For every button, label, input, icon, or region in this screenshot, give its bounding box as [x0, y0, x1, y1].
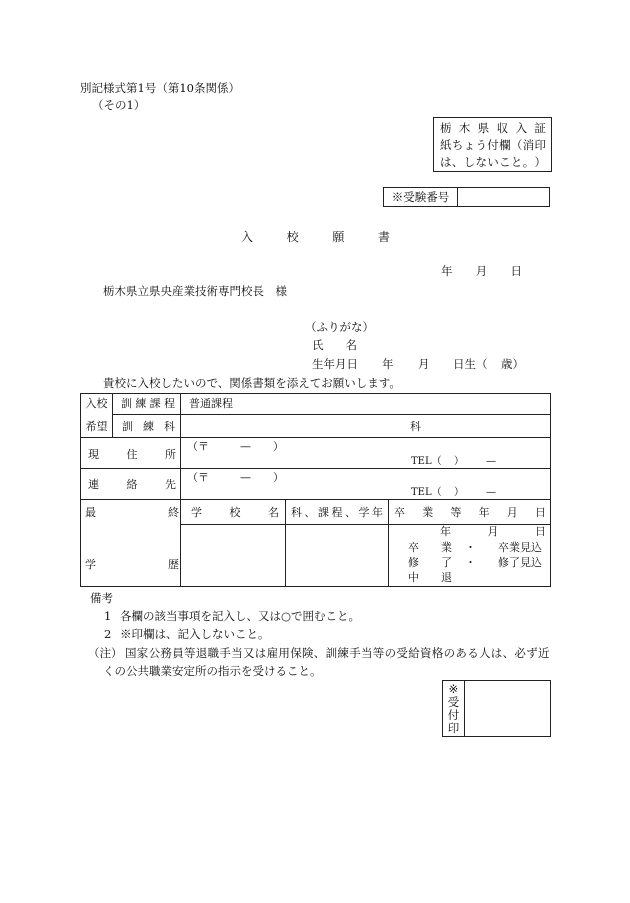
department-label [122, 420, 175, 434]
furigana-label: （ふりがな） [305, 320, 374, 334]
revenue-stamp-box [433, 117, 552, 172]
address-label-char: 住 [126, 448, 138, 461]
contact-tel-close: ） [454, 487, 464, 498]
graduation-date-label [440, 525, 546, 539]
department-label-char: 訓 [122, 420, 133, 433]
department-suffix: 科 [410, 420, 421, 433]
revenue-stamp-line2-char: 紙 [440, 138, 452, 152]
graduation-date-header-char: 卒 [394, 506, 405, 519]
contact-postal-close: ） [273, 471, 284, 484]
course-year-header-char: 学 [358, 506, 370, 519]
exam-number-label: ※受験番号 [391, 190, 450, 204]
completed-option-char: 修 [408, 556, 419, 569]
birth-label: 生年月日 [312, 357, 358, 371]
school-name-header-char: 学 [191, 506, 202, 519]
revenue-stamp-line2-char: 欄 [499, 138, 511, 152]
revenue-stamp-line3-char: し [463, 155, 476, 169]
department-label-char: 科 [164, 420, 175, 433]
desired-entry-label-top: 入校 [85, 397, 108, 410]
address-postal-close: ） [273, 440, 284, 453]
revenue-stamp-line1-char: 栃 [440, 121, 452, 135]
graduated-option-char: 業 [441, 541, 452, 554]
address-label-char: 所 [165, 448, 176, 461]
revenue-stamp-line1-char: 収 [496, 121, 509, 135]
exam-number-value-cell [458, 188, 549, 206]
contact-tel-open: TEL（ [411, 487, 442, 498]
course-value-cell [181, 393, 551, 415]
age-label: 歳） [501, 357, 524, 371]
contact-label-char: 絡 [126, 478, 138, 491]
exam-number-label-cell [384, 188, 458, 206]
addressee: 栃木県立県央産業技術専門校長 様 [103, 284, 287, 298]
graduated-option-char: 卒 [408, 541, 419, 554]
contact-postal-dash: — [240, 471, 251, 484]
application-date [441, 264, 522, 278]
note-2-number: 2 [104, 627, 112, 641]
revenue-stamp-line3-char: と [510, 155, 523, 169]
course-year-header [291, 506, 383, 520]
revenue-stamp-line1 [440, 121, 546, 135]
graduation-date-header-cell [389, 500, 551, 525]
course-year-header-char: 程 [331, 506, 343, 519]
desired-entry-label-cell [80, 393, 113, 438]
expected-completion-option: 修了見込 [498, 556, 542, 569]
graduation-date-header-char: 等 [450, 506, 462, 519]
name-label-char: 氏 [312, 338, 324, 352]
course-label-char: 練 [135, 397, 147, 410]
form-reference: 別記様式第1号（第10条関係） [80, 81, 240, 95]
reception-stamp-label-char: 印 [447, 721, 460, 735]
course-label-char: 程 [163, 397, 175, 410]
reception-stamp-box [442, 680, 551, 737]
reception-stamp-label [443, 681, 465, 736]
graduated-option [408, 541, 452, 555]
department-label-char: 練 [143, 420, 154, 433]
note-2-text: ※印欄は、記入しないこと。 [120, 627, 270, 641]
course-label [121, 397, 175, 411]
application-date-char: 日 [510, 264, 522, 278]
contact-label [88, 478, 176, 492]
education-history-label-top [85, 506, 179, 520]
reception-stamp-label-char: 付 [447, 708, 460, 722]
form-sub-reference: （その1） [92, 98, 146, 112]
contact-label-char: 先 [165, 478, 176, 491]
course-label-char: 訓 [121, 397, 132, 410]
graduated-separator: ・ [465, 541, 476, 554]
contact-value-cell [181, 469, 551, 500]
graduation-date-label-char: 年 [440, 525, 451, 538]
school-name-header-cell [181, 500, 286, 525]
page-title-char: 願 [332, 230, 345, 244]
graduation-date-label-char: 日 [535, 525, 546, 538]
school-name-header-char: 名 [268, 506, 279, 519]
department-label-cell [113, 415, 181, 438]
address-label-char: 現 [88, 448, 99, 461]
revenue-stamp-line3 [440, 155, 546, 169]
school-name-value-cell [181, 525, 286, 587]
address-tel-open: TEL（ [411, 456, 442, 467]
course-year-header-char: 、 [345, 506, 356, 519]
address-tel-close: ） [454, 456, 464, 467]
exam-number-box [383, 187, 550, 207]
application-table [80, 393, 551, 587]
revenue-stamp-line2-char: 印 [534, 138, 546, 152]
application-date-char: 年 [441, 264, 453, 278]
request-text: 貴校に入校したいので、関係書類を添えてお願いします。 [103, 376, 401, 390]
caution-label: （注） [88, 646, 123, 660]
graduation-date-header-char: 年 [478, 506, 490, 519]
revenue-stamp-line3-char: な [475, 155, 487, 169]
address-label [88, 448, 176, 462]
revenue-stamp-line2-char: 消 [522, 138, 535, 152]
revenue-stamp-line2-char: 付 [487, 138, 499, 152]
completed-separator: ・ [465, 556, 476, 569]
graduation-date-header [394, 506, 546, 520]
course-year-header-char: 科 [291, 506, 302, 519]
revenue-stamp-line2-char: （ [510, 138, 523, 152]
school-name-header [191, 506, 279, 520]
revenue-stamp-line3-char: こ [499, 155, 511, 169]
revenue-stamp-line2 [440, 138, 546, 152]
completed-option [408, 556, 452, 570]
course-value: 普通課程 [189, 397, 233, 410]
reception-stamp-area [465, 681, 550, 736]
application-date-char: 月 [475, 264, 488, 278]
revenue-stamp-line3-char: は [440, 155, 452, 169]
page-title [241, 230, 390, 244]
page-title-char: 入 [241, 230, 254, 244]
education-history-label-bottom-char: 学 [85, 558, 96, 571]
department-value-cell [181, 415, 551, 438]
address-value-cell [181, 438, 551, 469]
revenue-stamp-line2-char: ょ [463, 138, 476, 152]
education-history-label-cell [80, 500, 181, 587]
education-history-label-bottom-char: 歴 [168, 558, 179, 571]
birth-day-label: 日生（ [453, 357, 488, 371]
name-label-char: 名 [345, 338, 357, 352]
reception-stamp-label-char: 受 [447, 695, 460, 709]
revenue-stamp-line1-char: 木 [458, 121, 471, 135]
note-1-number: 1 [104, 609, 112, 623]
address-tel-dash: — [486, 456, 496, 467]
contact-label-char: 連 [88, 478, 99, 491]
graduation-date-header-char: 日 [534, 506, 546, 519]
revenue-stamp-line2-char: ち [451, 138, 464, 152]
course-year-header-char: 課 [318, 506, 329, 519]
address-label-cell [80, 438, 181, 469]
graduation-date-header-char: 業 [422, 506, 434, 519]
address-postal-dash: — [240, 440, 251, 453]
revenue-stamp-line3-char: 。 [522, 155, 535, 169]
page-title-char: 書 [377, 230, 390, 244]
note-1-text: 各欄の該当事項を記入し、又は○で囲むこと。 [120, 609, 361, 623]
address-postal-open: （〒 [187, 440, 209, 453]
course-year-value-cell [286, 525, 389, 587]
withdrawn-option [408, 571, 452, 585]
caution-text-line2: くの公共職業安定所の指示を受けること。 [103, 664, 322, 678]
graduation-value-cell [389, 525, 551, 587]
course-year-header-char: 、 [304, 506, 316, 519]
school-name-header-char: 校 [229, 506, 241, 519]
course-label-char: 課 [149, 397, 161, 410]
course-label-cell [113, 393, 181, 415]
graduation-date-header-char: 月 [506, 506, 518, 519]
contact-label-cell [80, 469, 181, 500]
notes-heading: 備考 [90, 591, 113, 605]
contact-tel-dash: — [486, 487, 496, 498]
education-history-label-top-char: 終 [168, 506, 179, 519]
desired-entry-label-bottom: 希望 [85, 420, 108, 433]
education-history-label-top-char: 最 [85, 506, 96, 519]
revenue-stamp-line3-char: 、 [451, 155, 464, 169]
revenue-stamp-line3-char: い [487, 155, 499, 169]
completed-option-char: 了 [441, 556, 452, 569]
graduation-date-label-char: 月 [487, 525, 499, 538]
revenue-stamp-line1-char: 入 [515, 121, 528, 135]
expected-graduation-option: 卒業見込 [498, 541, 542, 554]
revenue-stamp-line1-char: 証 [534, 121, 546, 135]
contact-postal-open: （〒 [187, 471, 209, 484]
birth-year-label: 年 [382, 357, 394, 371]
withdrawn-option-char: 中 [408, 571, 419, 584]
name-label [312, 338, 357, 352]
reception-stamp-label-char: ※ [448, 682, 459, 696]
page-title-char: 校 [286, 230, 299, 244]
education-history-label-bottom [85, 558, 179, 572]
revenue-stamp-line2-char: う [475, 138, 487, 152]
caution-text-line1: 国家公務員等退職手当又は雇用保険、訓練手当等の受給資格のある人は、必ず近 [125, 646, 550, 660]
course-year-header-char: 年 [372, 506, 383, 519]
withdrawn-option-char: 退 [441, 571, 452, 584]
revenue-stamp-line3-char: ） [534, 155, 546, 169]
course-year-header-cell [286, 500, 389, 525]
birth-month-label: 月 [418, 357, 430, 371]
revenue-stamp-line1-char: 県 [477, 121, 490, 135]
